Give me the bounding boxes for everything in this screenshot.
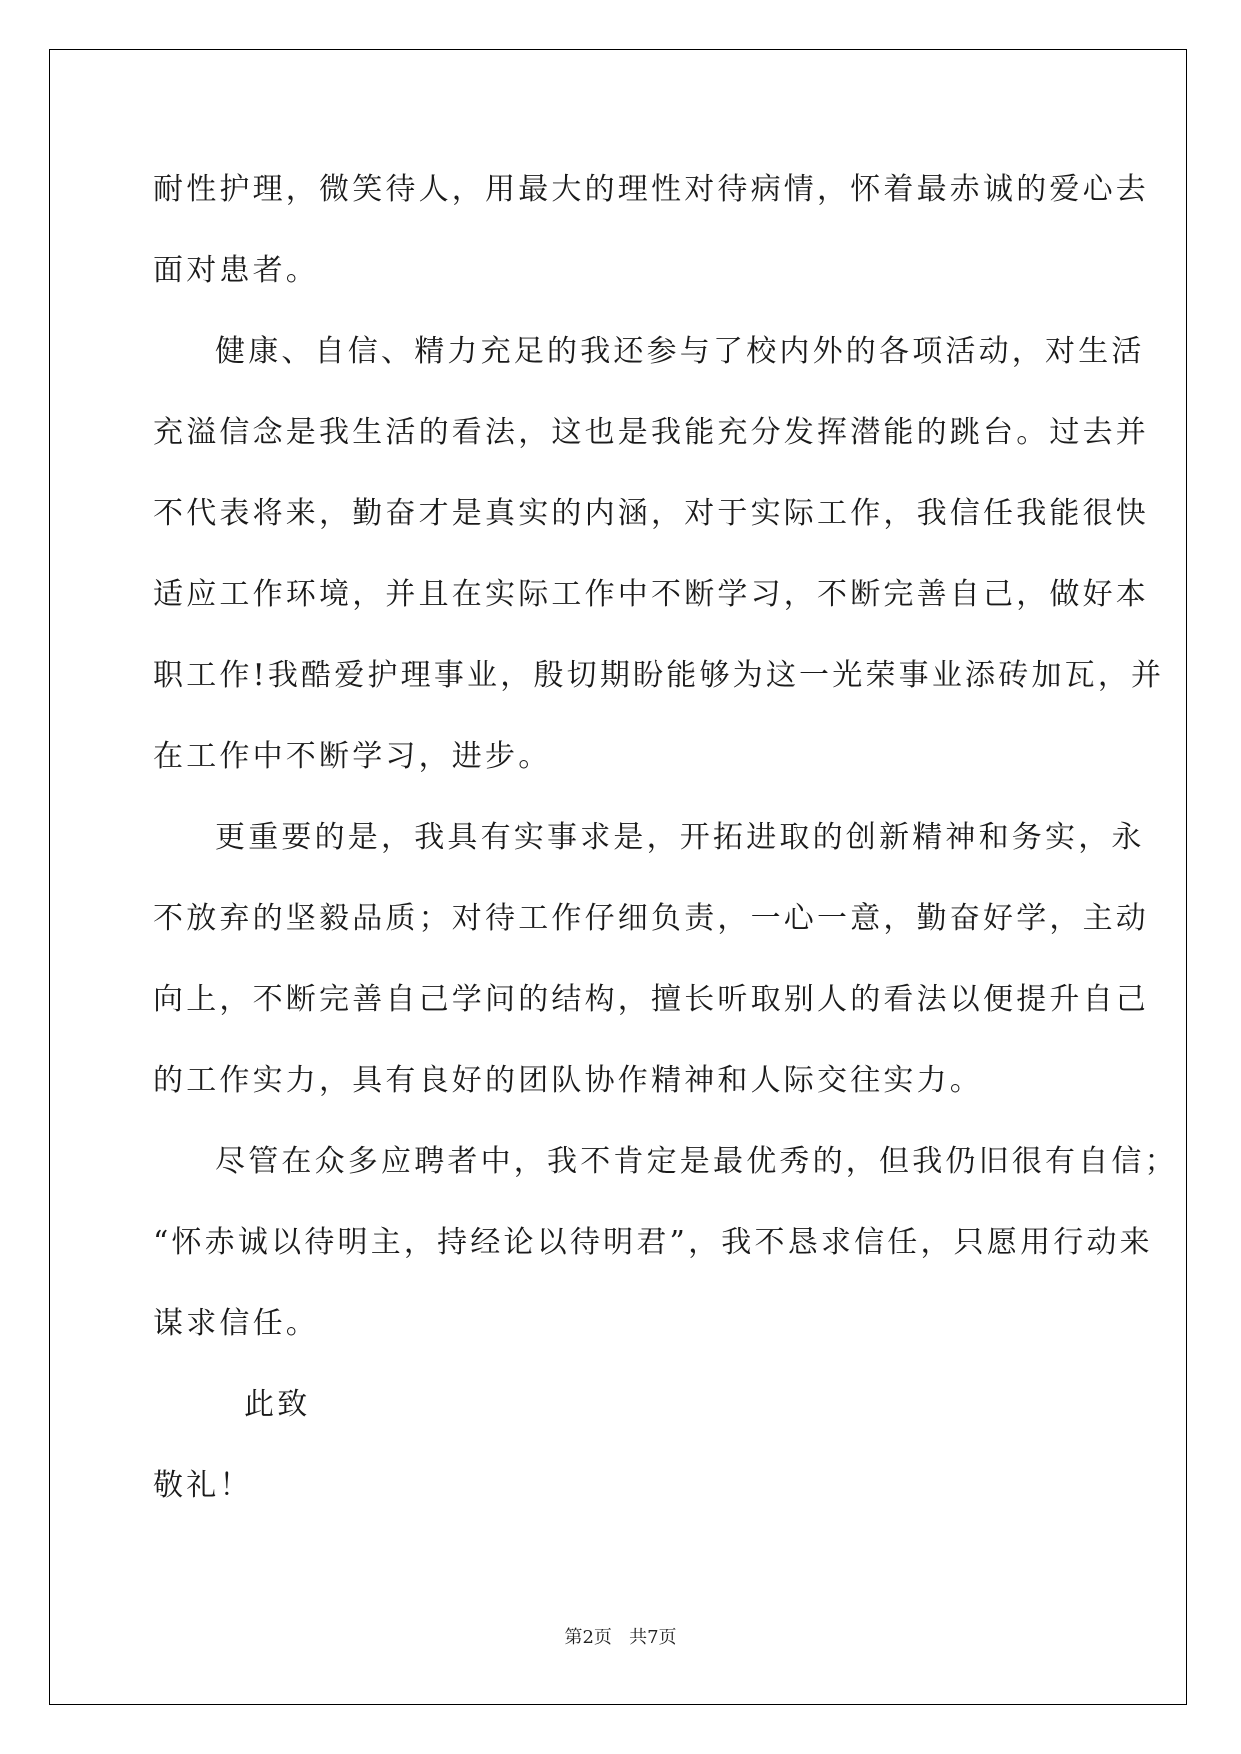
paragraph-start-line: 更重要的是，我具有实事求是，开拓进取的创新精神和务实，永 [215, 820, 1145, 855]
salutation-text: 敬礼！ [153, 1468, 253, 1503]
text-line: 不代表将来，勤奋才是真实的内涵，对于实际工作，我信任我能很快 [153, 496, 1149, 531]
text-line: 适应工作环境，并且在实际工作中不断学习，不断完善自己，做好本 [153, 577, 1149, 612]
text-line: 向上，不断完善自己学问的结构，擅长听取别人的看法以便提升自己 [153, 982, 1149, 1017]
text-line: 充溢信念是我生活的看法，这也是我能充分发挥潜能的跳台。过去并 [153, 415, 1149, 450]
closing-text: 此致 [244, 1387, 311, 1422]
text-line: 耐性护理，微笑待人，用最大的理性对待病情，怀着最赤诚的爱心去 [153, 172, 1149, 207]
text-line: 谋求信任。 [153, 1306, 319, 1341]
page-number-footer: 第2页 共7页 [564, 1627, 677, 1648]
text-line: 的工作实力，具有良好的团队协作精神和人际交往实力。 [153, 1063, 983, 1098]
text-line: 职工作!我酷爱护理事业，殷切期盼能够为这一光荣事业添砖加瓦，并 [153, 658, 1165, 693]
page-border [49, 49, 1187, 1705]
paragraph-start-line: 尽管在众多应聘者中，我不肯定是最优秀的，但我仍旧很有自信； [215, 1144, 1178, 1179]
text-line: “怀赤诚以待明主，持经论以待明君”，我不恳求信任，只愿用行动来 [153, 1225, 1153, 1260]
text-line: 在工作中不断学习，进步。 [153, 739, 552, 774]
paragraph-start-line: 健康、自信、精力充足的我还参与了校内外的各项活动，对生活 [215, 334, 1145, 369]
text-line: 不放弃的坚毅品质；对待工作仔细负责，一心一意，勤奋好学，主动 [153, 901, 1149, 936]
text-line: 面对患者。 [153, 253, 319, 288]
